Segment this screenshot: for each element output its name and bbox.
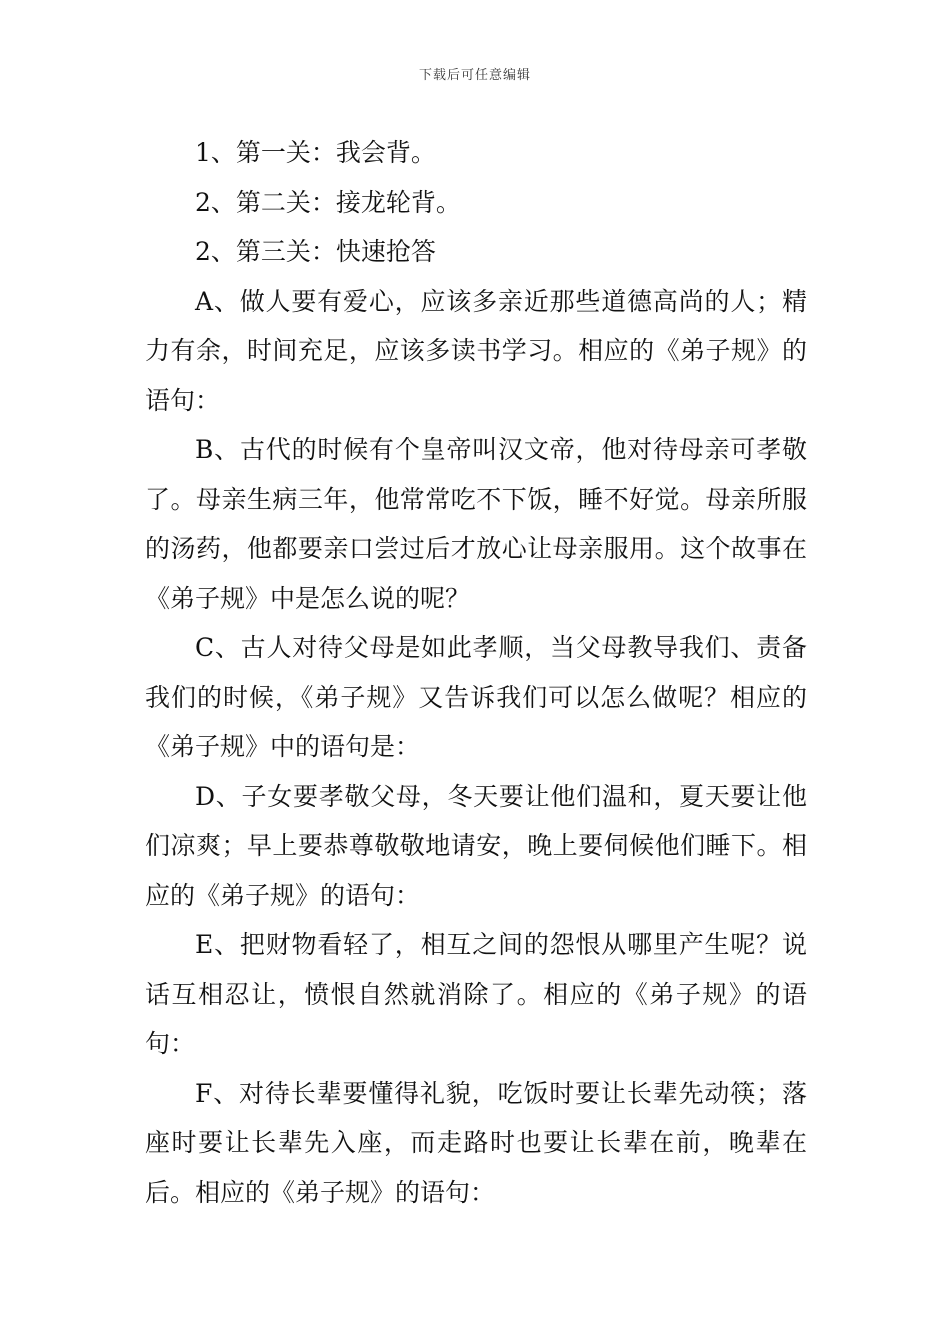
- paragraph-level-2: 2、第二关：接龙轮背。: [195, 187, 461, 217]
- paragraph-question-d: D、子女要孝敬父母，冬天要让他们温和，夏天要让他们凉爽；早上要恭尊敬敬地请安，晚上要伺候他们睡下。相应的《弟子规》的语句：: [145, 781, 807, 910]
- paragraph-level-1: 1、第一关：我会背。: [195, 138, 436, 167]
- document-body: [145, 128, 807, 1217]
- paragraph-question-a: A、做人要有爱心，应该多亲近那些道德高尚的人；精力有余，时间充足，应该多读书学习。相应的《弟子规》的语句：: [145, 286, 807, 415]
- paragraph-question-b: B、古代的时候有个皇帝叫汉文帝，他对待母亲可孝敬了。母亲生病三年，他常常吃不下饭，睡不好觉。母亲所服的汤药，他都要亲口尝过后才放心让母亲服用。这个故事在《弟子规》中是怎么说的呢？: [145, 435, 807, 613]
- page-header: 下载后可任意编辑: [418, 68, 531, 83]
- paragraph-question-c: C、古人对待父母是如此孝顺，当父母教导我们、责备我们的时候，《弟子规》又告诉我们可以怎么做呢？相应的《弟子规》中的语句是：: [145, 633, 807, 761]
- paragraph-level-3: 2、第三关：快速抢答: [195, 237, 436, 266]
- paragraph-question-f: F、对待长辈要懂得礼貌，吃饭时要让长辈先动筷；落座时要让长辈先入座，而走路时也要让长辈在前，晚辈在后。相应的《弟子规》的语句：: [145, 1078, 807, 1207]
- paragraph-question-e: E、把财物看轻了，相互之间的怨恨从哪里产生呢？说话互相忍让，愤恨自然就消除了。相应的《弟子规》的语句：: [145, 930, 807, 1058]
